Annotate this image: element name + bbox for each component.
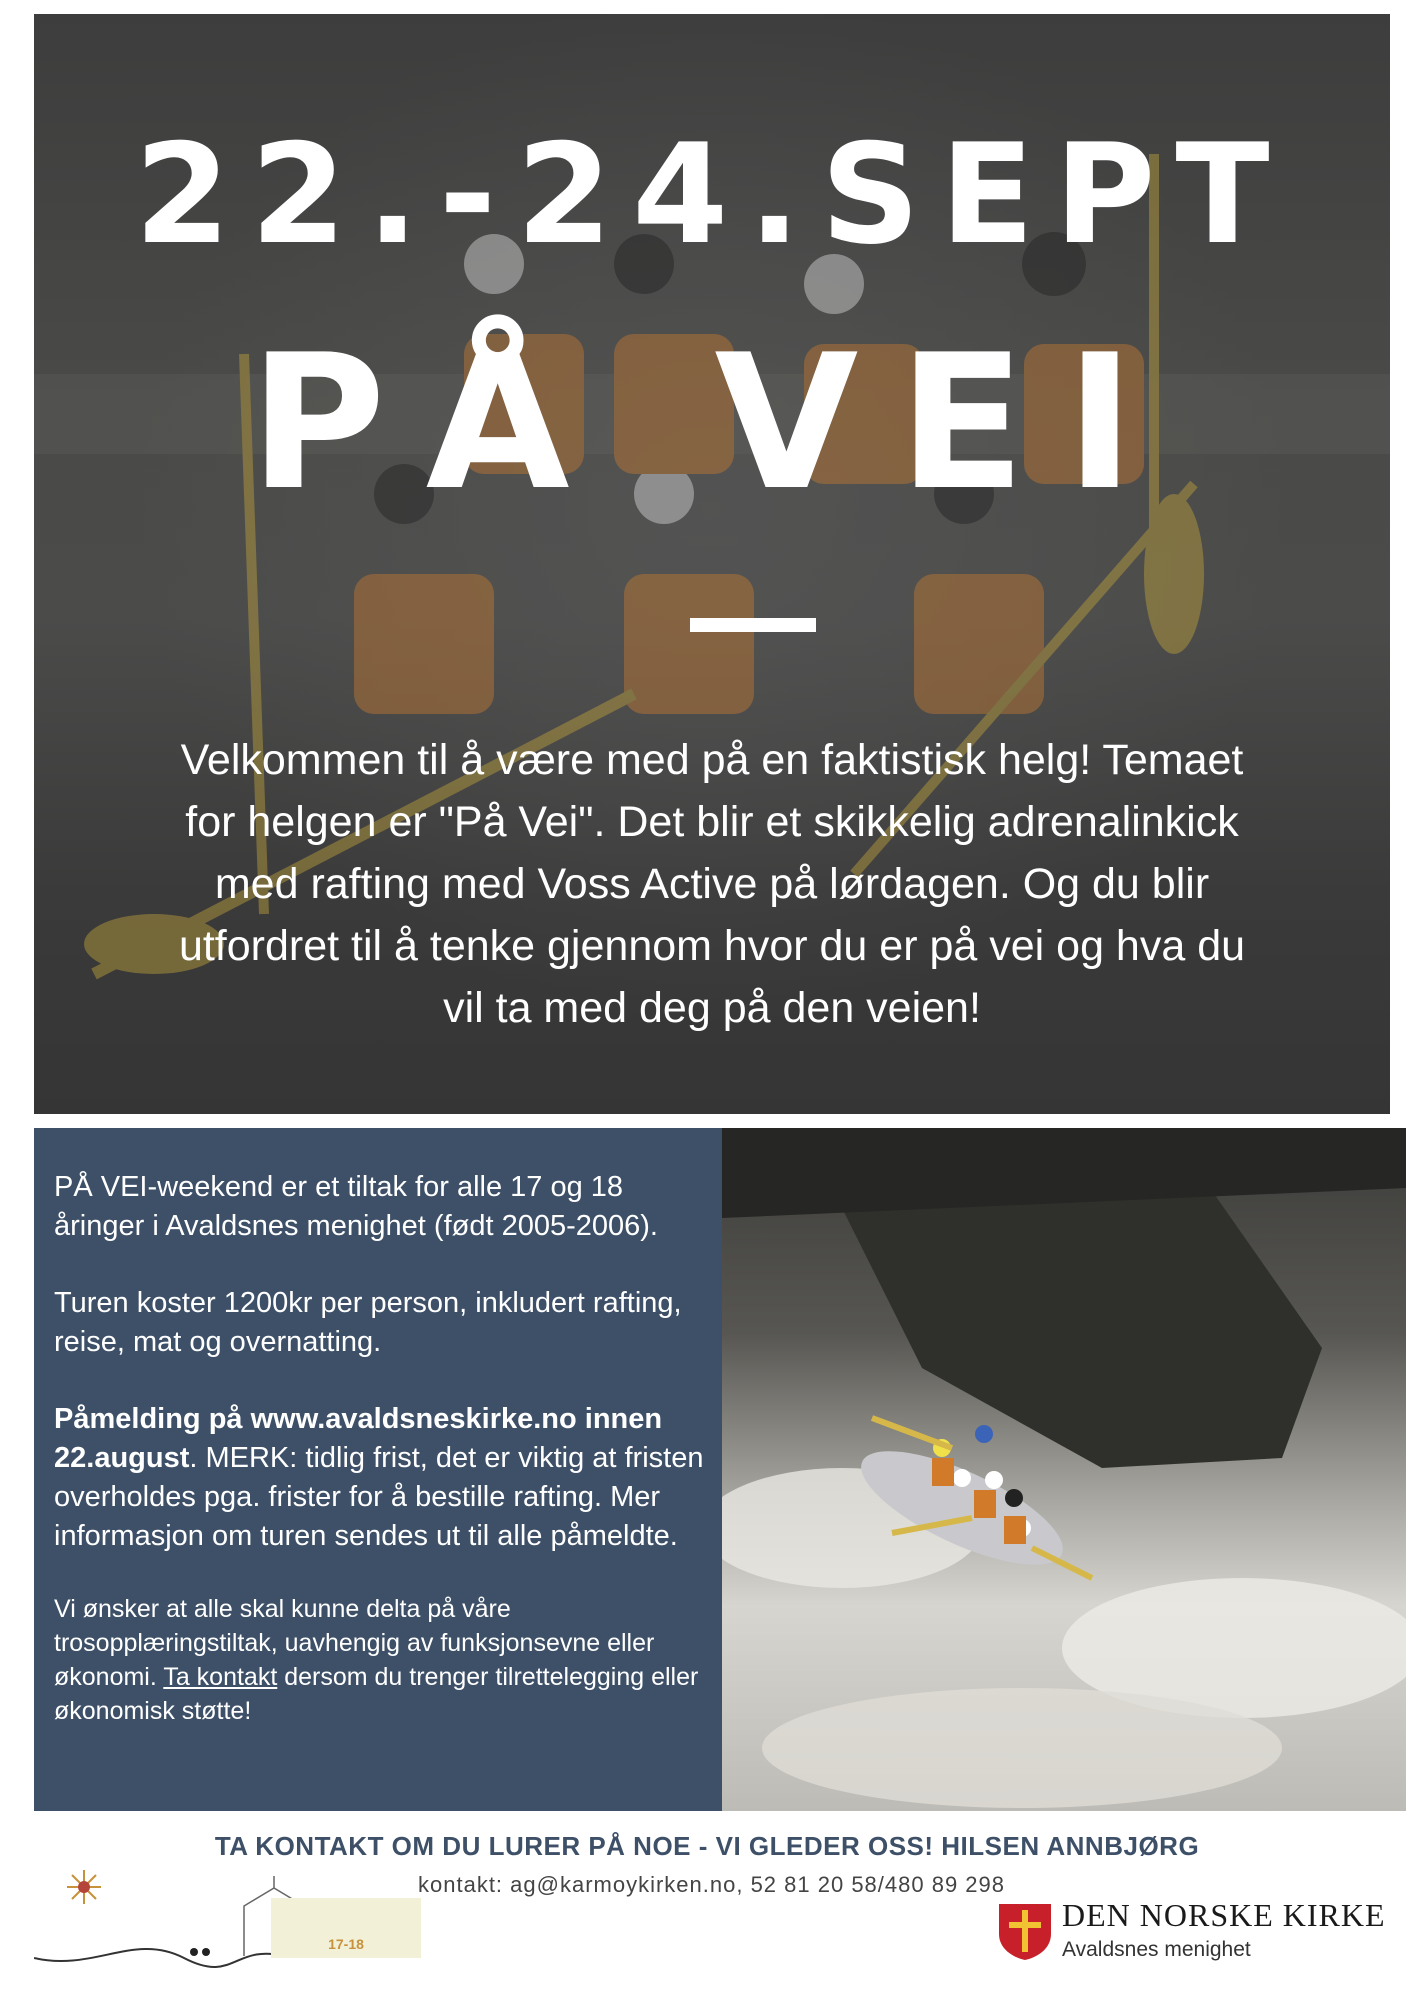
org-name: DEN NORSKE KIRKE bbox=[1062, 1897, 1386, 1933]
intro-text: Velkommen til å være med på en faktistisk helg! Temaet for helgen er "På Vei". Det blir et skikkelig adrenalinkick med rafting med Voss Active på lørdagen. Og du blir utfordret til å tenke gjennom hvor du er på vei og hva du vil ta med deg på den veien! bbox=[178, 736, 1246, 1032]
support-text-end: dersom du trenger tilrettelegging eller økonomisk støtte! bbox=[54, 1663, 699, 1725]
info-panel bbox=[34, 1128, 722, 1811]
age-badge-label: 17-18 bbox=[328, 1936, 364, 1952]
support-text-start: Vi ønsker at alle skal kunne delta på våre trosopplæringstiltak, uavhengig av funksjonsevne eller økonomi. bbox=[54, 1595, 655, 1691]
org-subtitle: Avaldsnes menighet bbox=[1062, 1938, 1251, 1961]
footer-heading: TA KONTAKT OM DU LURER PÅ NOE - VI GLEDER OSS! HILSEN ANNBJØRG bbox=[214, 1831, 1200, 1861]
registration-note: . MERK: tidlig frist, det er viktig at fristen overholdes pga. frister for å bestille rafting. Mer informasjon om turen sendes ut til alle påmeldte. bbox=[54, 1442, 704, 1552]
contact-info: kontakt: ag@karmoykirken.no, 52 81 20 58/480 89 298 bbox=[418, 1872, 1006, 1897]
info-support bbox=[54, 1592, 708, 1728]
rafting-illustration bbox=[722, 1128, 1406, 1811]
event-title: PÅ VEI bbox=[249, 314, 1175, 531]
info-price: Turen koster 1200kr per person, inkludert rafting, reise, mat og overnatting. bbox=[54, 1287, 682, 1358]
age-badge bbox=[271, 1898, 421, 1958]
rafting-photo bbox=[722, 1128, 1406, 1811]
info-registration bbox=[54, 1400, 708, 1556]
title-divider bbox=[690, 618, 816, 632]
event-date: 22.-24.SEPT bbox=[134, 114, 1290, 275]
info-audience: PÅ VEI-weekend er et tiltak for alle 17 og 18 åringer i Avaldsnes menighet (født 2005-2006). bbox=[54, 1171, 658, 1242]
den-norske-kirke-logo bbox=[995, 1900, 1055, 1962]
contact-link[interactable]: Ta kontakt bbox=[163, 1663, 278, 1691]
hero-banner bbox=[34, 14, 1390, 1114]
registration-deadline: Påmelding på www.avaldsneskirke.no innen 22.august bbox=[54, 1403, 663, 1474]
